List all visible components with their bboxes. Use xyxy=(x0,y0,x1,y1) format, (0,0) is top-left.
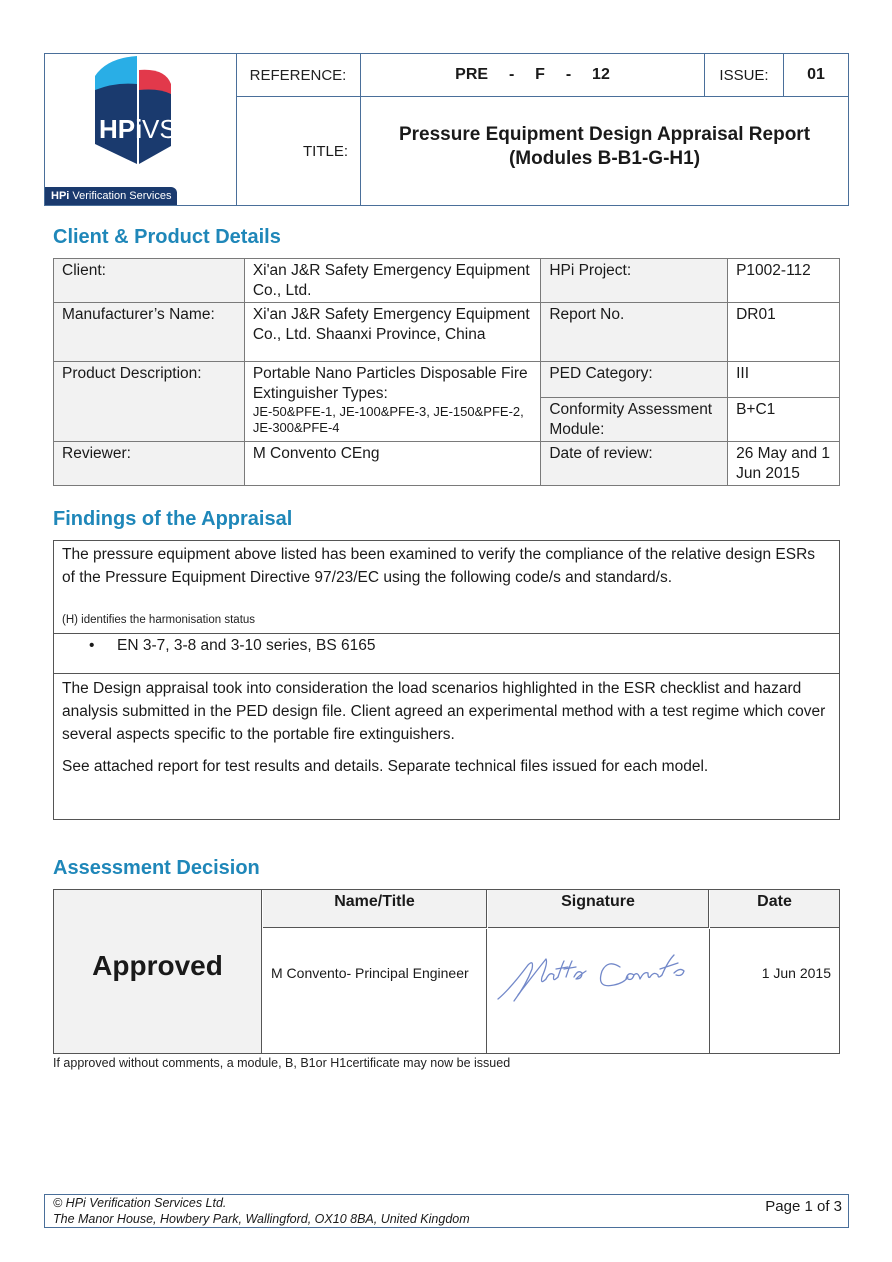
findings-intro: The pressure equipment above listed has been examined to verify the compliance of the relative design ESRs of the Pressure Equipment Directive 97/23/EC using the following code/s and standard/s. xyxy=(62,546,816,586)
hpi-project-value: P1002-112 xyxy=(728,259,840,303)
reference-label: REFERENCE: xyxy=(236,54,361,97)
client-section-heading: Client & Product Details xyxy=(53,226,281,248)
product-description-label: Product Description: xyxy=(54,362,245,442)
decision-status: Approved xyxy=(54,890,262,1053)
bullet-icon: • xyxy=(89,637,95,654)
reference-value: PRE - F - 12 xyxy=(361,54,705,97)
footer-copyright: © HPi Verification Services Ltd. xyxy=(53,1196,227,1210)
logo-badge xyxy=(45,187,177,205)
date-of-review-label: Date of review: xyxy=(541,442,728,486)
page-footer xyxy=(44,1194,849,1228)
assessment-section-heading: Assessment Decision xyxy=(53,857,260,879)
table-row xyxy=(54,442,840,486)
standards-list xyxy=(89,637,375,655)
name-title-header: Name/Title xyxy=(263,890,487,928)
standard-item: EN 3-7, 3-8 and 3-10 series, BS 6165 xyxy=(117,637,376,654)
approver-name-title: M Convento- Principal Engineer xyxy=(263,929,487,1053)
product-description-cell xyxy=(244,362,541,442)
table-row xyxy=(54,303,840,362)
issue-value: 01 xyxy=(784,54,848,97)
manufacturer-value: Xi'an J&R Safety Emergency Equipment Co., Ltd. Shaanxi Province, China xyxy=(244,303,541,362)
title-line-1: Pressure Equipment Design Appraisal Report xyxy=(398,124,811,146)
table-row xyxy=(54,362,840,398)
date-header: Date xyxy=(710,890,839,928)
page-number: Page 1 of 3 xyxy=(765,1198,842,1215)
client-value: Xi'an J&R Safety Emergency Equipment Co., Ltd. xyxy=(244,259,541,303)
findings-paragraph-2: The Design appraisal took into consideration the load scenarios highlighted in the ESR checklist and hazard analysis submitted in the PED design file. Client agreed an experimental method with a test regime which cover several aspects specific to the portable fire extinguishers. xyxy=(62,680,826,743)
report-no-label: Report No. xyxy=(541,303,728,362)
issue-label: ISSUE: xyxy=(705,54,784,97)
report-no-value: DR01 xyxy=(728,303,840,362)
reviewer-label: Reviewer: xyxy=(54,442,245,486)
manufacturer-label: Manufacturer’s Name: xyxy=(54,303,245,362)
ped-category-value: III xyxy=(728,362,840,398)
signature-icon xyxy=(488,929,709,1053)
logo-badge-bold: HPi xyxy=(51,190,70,202)
reviewer-value: M Convento CEng xyxy=(244,442,541,486)
footer-address: The Manor House, Howbery Park, Wallingford, OX10 8BA, United Kingdom xyxy=(53,1212,470,1226)
logo-badge-text: Verification Services xyxy=(69,190,172,202)
title-label: TITLE: xyxy=(236,97,361,205)
harmonisation-note: (H) identifies the harmonisation status xyxy=(62,614,256,626)
approval-date: 1 Jun 2015 xyxy=(761,965,831,981)
client-label: Client: xyxy=(54,259,245,303)
ped-category-label: PED Category: xyxy=(541,362,728,398)
conformity-module-label: Conformity Assessment Module: xyxy=(541,398,728,442)
logo-mark-right: VS xyxy=(142,114,177,144)
signature-cell xyxy=(488,929,710,1053)
date-of-review-value: 26 May and 1 Jun 2015 xyxy=(728,442,840,486)
document-header xyxy=(44,53,849,206)
logo-cell xyxy=(45,54,237,205)
assessment-table xyxy=(53,889,840,1054)
divider xyxy=(54,673,839,674)
title-line-2: (Modules B-B1-G-H1) xyxy=(508,148,701,169)
hpi-project-label: HPi Project: xyxy=(541,259,728,303)
hpivs-logo-icon xyxy=(67,54,197,172)
product-description-value: Portable Nano Particles Disposable Fire Extinguisher Types: xyxy=(252,365,528,402)
conformity-module-value: B+C1 xyxy=(728,398,840,442)
findings-section-heading: Findings of the Appraisal xyxy=(53,508,293,530)
logo-mark-left: HPi xyxy=(99,114,143,144)
certificate-note: If approved without comments, a module, B, B1or H1certificate may now be issued xyxy=(53,1056,511,1070)
client-details-table xyxy=(53,258,840,486)
findings-paragraph-3: See attached report for test results and details. Separate technical files issued for each model. xyxy=(62,758,709,775)
table-row xyxy=(54,259,840,303)
product-types: JE-50&PFE-1, JE-100&PFE-3, JE-150&PFE-2, JE-300&PFE-4 xyxy=(252,404,524,435)
findings-box xyxy=(53,540,840,820)
document-title xyxy=(361,97,848,205)
signature-header: Signature xyxy=(488,890,709,928)
divider xyxy=(54,633,839,634)
